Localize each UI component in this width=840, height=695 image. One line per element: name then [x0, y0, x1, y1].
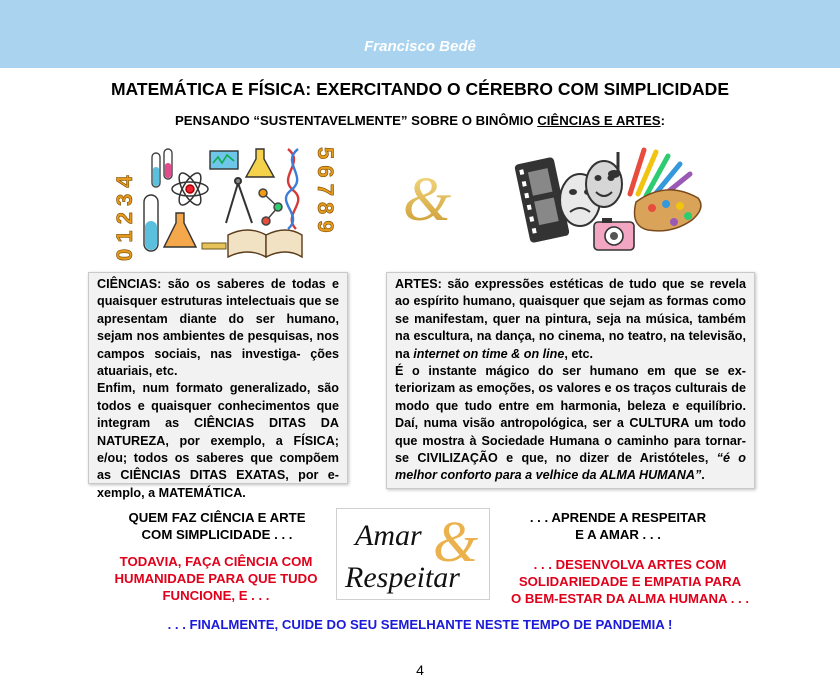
ciencias-paragraph-1: CIÊNCIAS: são os saberes de todas e quaisquer estruturas intelectuais que se apresentam diante do ser humano, sejam nos ambientes de pesquisas, nos campos sociais, nas investiga- ções atuariais, etc.	[97, 277, 339, 379]
ampersand-icon	[402, 166, 452, 232]
ciencias-box	[88, 272, 348, 500]
todavia-line-2: HUMANIDADE PARA QUE TUDO	[114, 571, 318, 586]
artes-paragraph-1	[395, 276, 746, 363]
digits-right: 5 6 7 8 9	[313, 147, 338, 233]
artes-p2-text: É o instante mágico do ser humano em que se ex- teriorizam as emoções, os valores e os traços culturais de modo que tudo entre em harmonia, beleza e equilíbrio. Daí, numa visão antropológica, ser a CULTURA um todo que mostra à Sociedade Humana o caminho para tornar-se CIVILIZAÇÃO e que, no dizer de Aristóteles,	[395, 364, 746, 466]
aprende-text	[508, 509, 728, 543]
aprende-line-1: . . . APRENDE A RESPEITAR	[529, 510, 707, 525]
subtitle-post: :	[660, 113, 665, 128]
artes-p1-emphasis: internet on time & on line	[413, 346, 565, 361]
science-collage-icon	[112, 143, 338, 263]
respeitar-word: Respeitar	[345, 561, 460, 594]
arts-collage-icon	[518, 142, 704, 256]
digits-left: 0 1 2 3 4	[112, 175, 137, 261]
artes-p2-end: .	[701, 468, 705, 483]
todavia-line-3: FUNCIONE, E . . .	[162, 588, 270, 603]
desenvolva-line-3: O BEM-ESTAR DA ALMA HUMANA . . .	[510, 591, 750, 606]
amar-respeitar-logo	[336, 508, 490, 600]
ampersand-glyph: &	[402, 166, 452, 234]
page-title: MATEMÁTICA E FÍSICA: EXERCITANDO O CÉREBRO COM SIMPLICIDADE	[110, 79, 729, 99]
author-name: Francisco Bedê	[364, 38, 476, 55]
page-number: 4	[416, 662, 424, 678]
quem-line-1: QUEM FAZ CIÊNCIA E ARTE	[128, 510, 306, 525]
ciencias-paragraph-2: Enfim, num formato generalizado, são todos e quaisquer conhecimentos que integram as CIÊNCIAS DITAS DA NATUREZA, por exemplo, a FÍSICA; e/ou; todos os saberes que compõem as CIÊNCIAS DITAS EXATAS, por e- xemplo, a MATEMÁTICA.	[97, 381, 339, 500]
amar-ampersand: &	[433, 509, 479, 574]
desenvolva-line-1: . . . DESENVOLVA ARTES COM	[533, 557, 727, 572]
artes-paragraph-2	[395, 363, 746, 485]
quem-faz-text	[106, 509, 328, 543]
closing-message: . . . FINALMENTE, CUIDE DO SEU SEMELHANTE NESTE TEMPO DE PANDEMIA !	[167, 617, 673, 632]
page-subtitle	[0, 113, 840, 128]
desenvolva-text	[498, 556, 762, 607]
desenvolva-line-2: SOLIDARIEDADE E EMPATIA PARA	[518, 574, 742, 589]
amar-word: Amar	[355, 519, 422, 552]
artes-box	[386, 272, 755, 489]
subtitle-underlined: CIÊNCIAS E ARTES	[537, 113, 661, 128]
header-bar	[0, 0, 840, 68]
todavia-line-1: TODAVIA, FAÇA CIÊNCIA COM	[119, 554, 313, 569]
artes-p1-text: ARTES: são expressões estéticas de tudo que se revela ao espírito humano, quaisquer que sejam as formas como se manifestam, quer na pintura, seja na música, também na escultura, na dança, no cinema, no teatro, na televisão, na	[395, 277, 746, 361]
todavia-text	[96, 553, 336, 604]
artes-p1-end: , etc.	[564, 346, 594, 361]
artes-p2-quote: “é o melhor conforto para a velhice da ALMA HUMANA”	[395, 451, 746, 483]
quem-line-2: COM SIMPLICIDADE . . .	[141, 527, 293, 542]
aprende-line-2: E A AMAR . . .	[575, 527, 661, 542]
subtitle-pre: PENSANDO “SUSTENTAVELMENTE” SOBRE O BINÔMIO	[175, 113, 538, 128]
